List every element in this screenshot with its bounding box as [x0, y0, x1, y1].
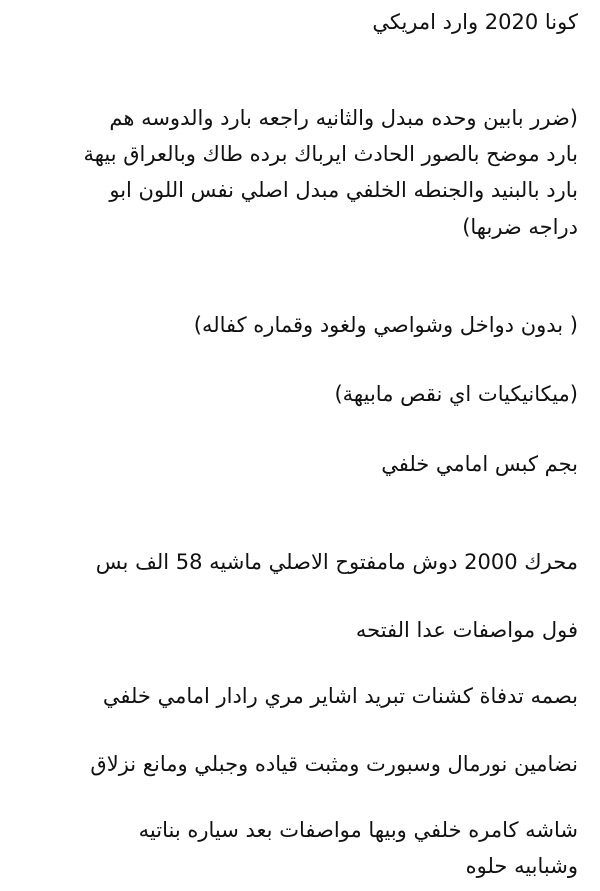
interior-chassis-note: ( بدون دواخل وشواصي ولغود وقماره كفاله)	[193, 313, 578, 337]
damage-note-line: بارد بالبنيد والجنطه الخلفي مبدل اصلي نفس اللون ابو	[109, 178, 578, 202]
listing-title: كونا 2020 وارد امريكي	[372, 10, 578, 34]
full-options-note: فول مواصفات عدا الفتحه	[355, 618, 578, 642]
damage-note-line: (ضرر بابين وحده مبدل والثانيه راجعه بارد والدوسه هم	[109, 106, 578, 130]
features-note: بصمه تدفاة كشنات تبريد اشاير مري رادار امامي خلفي	[102, 684, 578, 708]
drive-modes-note: نضامين نورمال وسبورت ومثبت قياده وجبلي ومانع نزلاق	[90, 752, 578, 776]
bumpers-note: بجم كبس امامي خلفي	[381, 452, 578, 476]
damage-note-line: بارد موضح بالصور الحادث ايرباك برده طاك وبالعراق بيهة	[83, 142, 578, 166]
engine-mileage-note: محرك 2000 دوش مامفتوح الاصلي ماشيه 58 الف بس	[95, 550, 578, 574]
mechanics-note: (ميكانيكيات اي نقص مابيهة)	[334, 382, 578, 406]
damage-note-line: دراجه ضربها)	[462, 215, 578, 239]
closing-note-line: وشبابيه حلوه	[465, 854, 578, 878]
closing-note-line: شاشه كامره خلفي وبيها مواصفات بعد سياره بناتيه	[138, 818, 578, 842]
